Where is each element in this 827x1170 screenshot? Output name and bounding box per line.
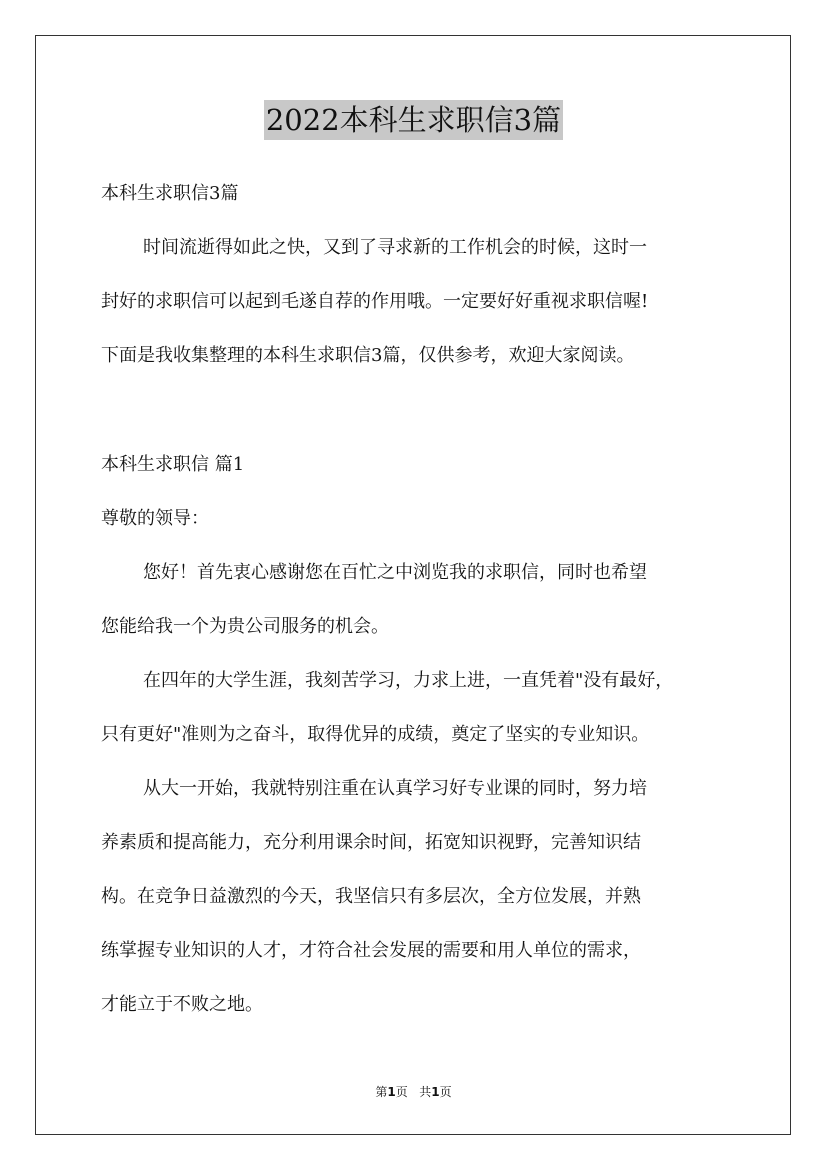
intro-line-2: 封好的求职信可以起到毛遂自荐的作用哦。一定要好好重视求职信喔! — [101, 291, 649, 312]
footer-total-suffix: 页 — [439, 1085, 452, 1099]
body-line-7: 构。在竞争日益激烈的今天，我坚信只有多层次，全方位发展，并熟 — [101, 886, 641, 907]
body-line-6: 养素质和提高能力，充分利用课余时间，拓宽知识视野，完善知识结 — [101, 832, 641, 853]
intro-line-1: 时间流逝得如此之快，又到了寻求新的工作机会的时候，这时一 — [143, 237, 647, 258]
footer-page-suffix: 页 — [395, 1085, 408, 1099]
body-line-4: 只有更好"准则为之奋斗，取得优异的成绩，奠定了坚实的专业知识。 — [101, 724, 650, 745]
salutation: 尊敬的领导： — [101, 508, 209, 529]
intro-line-3: 下面是我收集整理的本科生求职信3篇，仅供参考，欢迎大家阅读。 — [101, 345, 635, 366]
body-line-3: 在四年的大学生涯，我刻苦学习，力求上进，一直凭着"没有最好， — [143, 670, 674, 691]
footer-total-number: 1 — [431, 1085, 440, 1099]
document-title: 2022本科生求职信3篇 — [264, 100, 563, 140]
body-line-9: 才能立于不败之地。 — [101, 994, 263, 1015]
footer-page-number: 1 — [387, 1085, 396, 1099]
body-line-5: 从大一开始，我就特别注重在认真学习好专业课的同时，努力培 — [143, 778, 647, 799]
footer-total-prefix: 共 — [419, 1085, 432, 1099]
body-line-1: 您好！首先衷心感谢您在百忙之中浏览我的求职信，同时也希望 — [143, 562, 647, 583]
section-heading: 本科生求职信 篇1 — [101, 454, 245, 475]
body-line-8: 练掌握专业知识的人才，才符合社会发展的需要和用人单位的需求， — [101, 940, 641, 961]
document-subtitle: 本科生求职信3篇 — [101, 183, 239, 204]
body-line-2: 您能给我一个为贵公司服务的机会。 — [101, 616, 389, 637]
page-footer — [0, 1083, 827, 1101]
footer-page-prefix: 第 — [375, 1085, 388, 1099]
title-container — [0, 100, 827, 140]
